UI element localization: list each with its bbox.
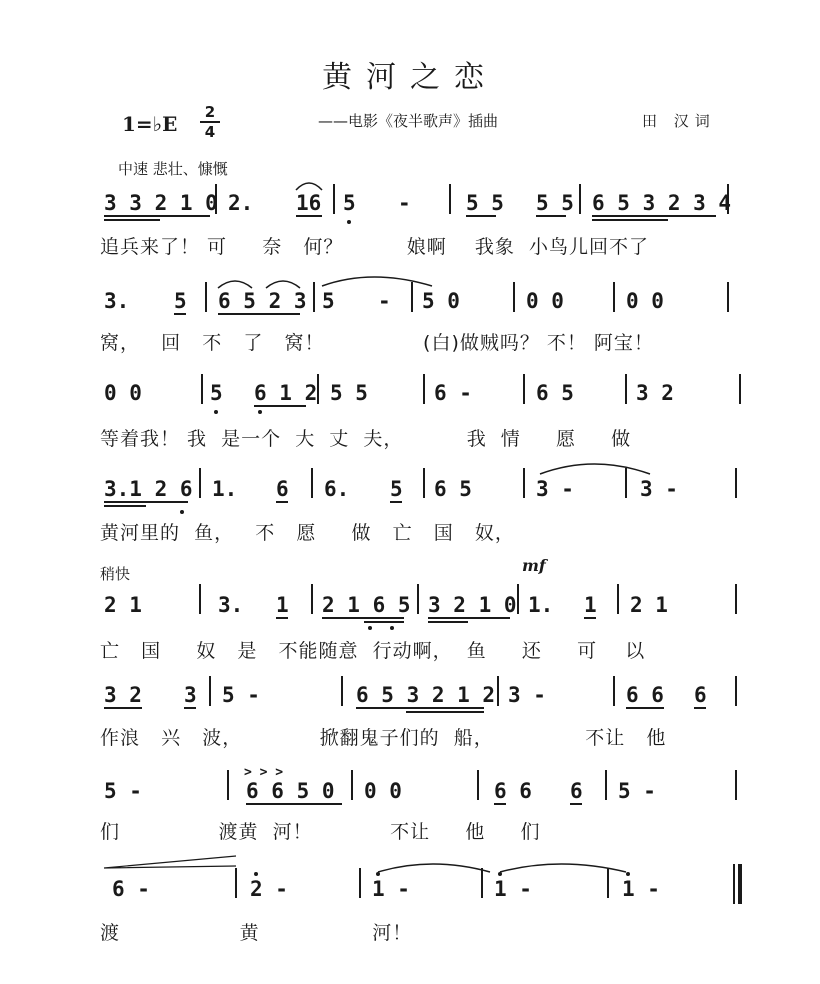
svg-text:5 -: 5 -	[618, 779, 656, 803]
svg-text:6 5 3 2 3 4: 6 5 3 2 3 4	[592, 191, 732, 215]
dynamic-marking: mf	[522, 556, 546, 575]
svg-text:2.: 2.	[228, 191, 254, 215]
svg-text:5: 5	[174, 289, 187, 313]
svg-text:1 -: 1 -	[494, 877, 532, 901]
svg-text:5: 5	[343, 191, 356, 215]
lyrics-line-7: 们 渡黄 河！ 不让 他 们	[100, 821, 541, 843]
svg-text:6 6 5 0: 6 6 5 0	[246, 779, 335, 803]
svg-text:0 0: 0 0	[526, 289, 564, 313]
svg-text:1: 1	[584, 593, 597, 617]
svg-text:2 -: 2 -	[250, 877, 288, 901]
svg-text:3.: 3.	[104, 289, 130, 313]
svg-text:2 1: 2 1	[104, 593, 142, 617]
svg-text:6 -: 6 -	[434, 381, 472, 405]
meter-top: 2	[204, 103, 216, 121]
svg-text:0 0: 0 0	[626, 289, 664, 313]
svg-text:6 5 2 3: 6 5 2 3	[218, 289, 307, 313]
svg-text:16: 16	[296, 191, 322, 215]
svg-text:3 2: 3 2	[636, 381, 674, 405]
svg-text:3 -: 3 -	[536, 477, 574, 501]
source-credit: ——电影《夜半歌声》插曲	[318, 112, 499, 130]
svg-text:6: 6	[276, 477, 289, 501]
lyrics-line-2: 窝， 回 不 了 窝！ (白)做贼吗？ 不！ 阿宝！	[100, 332, 654, 354]
tempo-marking: 中速 悲壮、慷慨	[118, 160, 228, 178]
notation-row-1	[104, 183, 731, 224]
meter-bottom: 4	[204, 123, 216, 141]
lyrics-line-1: 追兵来了！ 可 奈 何？ 娘啊 我象 小鸟儿回不了	[100, 236, 649, 258]
svg-text:6 5 3 2 1 2: 6 5 3 2 1 2	[356, 683, 496, 707]
song-title: 黄河之恋	[322, 60, 498, 95]
lyrics-line-8: 渡 黄 河！	[100, 922, 413, 944]
notation-row-7	[104, 765, 736, 804]
svg-text:0 0: 0 0	[364, 779, 402, 803]
svg-text:1.: 1.	[528, 593, 554, 617]
notation-row-4	[104, 464, 736, 514]
svg-text:2 1 6 5: 2 1 6 5	[322, 593, 411, 617]
lyrics-line-4: 黄河里的 鱼， 不 愿 做 亡 国 奴，	[100, 522, 515, 544]
svg-text:> > >: > > >	[244, 765, 284, 780]
svg-text:6: 6	[570, 779, 583, 803]
svg-text:3: 3	[184, 683, 197, 707]
notation-row-6	[104, 676, 736, 712]
svg-text:5: 5	[210, 381, 223, 405]
svg-text:-: -	[378, 289, 391, 313]
svg-text:3 3 2 1 0: 3 3 2 1 0	[104, 191, 218, 215]
svg-text:5 5: 5 5	[536, 191, 574, 215]
svg-text:1 -: 1 -	[372, 877, 410, 901]
lyrics-line-5: 亡 国 奴 是 不能随意 行动啊， 鱼 还 可 以	[100, 640, 646, 662]
svg-text:5 5: 5 5	[330, 381, 368, 405]
svg-text:3 -: 3 -	[640, 477, 678, 501]
svg-text:0 0: 0 0	[104, 381, 142, 405]
svg-text:6: 6	[694, 683, 707, 707]
svg-text:3.1 2 6: 3.1 2 6	[104, 477, 193, 501]
svg-text:2 1: 2 1	[630, 593, 668, 617]
svg-text:1: 1	[276, 593, 289, 617]
svg-text:-: -	[398, 191, 411, 215]
svg-text:6.: 6.	[324, 477, 350, 501]
svg-text:3 2 1 0: 3 2 1 0	[428, 593, 517, 617]
svg-text:6 1 2: 6 1 2	[254, 381, 318, 405]
svg-text:5 -: 5 -	[104, 779, 142, 803]
svg-text:5: 5	[390, 477, 403, 501]
svg-text:5 -: 5 -	[222, 683, 260, 707]
notation-row-5	[104, 584, 736, 630]
svg-text:1 -: 1 -	[622, 877, 660, 901]
svg-text:6 6: 6 6	[626, 683, 664, 707]
svg-text:6 5: 6 5	[536, 381, 574, 405]
svg-text:5 0: 5 0	[422, 289, 460, 313]
svg-text:6 6: 6 6	[494, 779, 532, 803]
svg-text:6 5: 6 5	[434, 477, 472, 501]
notation-row-2	[104, 277, 728, 314]
svg-text:6 -: 6 -	[112, 877, 150, 901]
lyrics-line-3: 等着我！ 我 是一个 大 丈 夫， 我 情 愿 做	[100, 428, 632, 450]
svg-text:3.: 3.	[218, 593, 244, 617]
key-signature: 1=♭E	[122, 112, 178, 136]
notation-row-8	[104, 856, 740, 904]
lyricist-credit: 田 汉词	[642, 112, 716, 130]
svg-text:1.: 1.	[212, 477, 238, 501]
svg-text:3 -: 3 -	[508, 683, 546, 707]
svg-text:5 5: 5 5	[466, 191, 504, 215]
tempo-change-marking: 稍快	[100, 565, 131, 583]
svg-text:5: 5	[322, 289, 335, 313]
lyrics-line-6: 作浪 兴 波， 掀翻鬼子们的 船， 不让 他	[100, 727, 667, 749]
notation-row-3	[104, 374, 740, 414]
svg-text:3 2: 3 2	[104, 683, 142, 707]
